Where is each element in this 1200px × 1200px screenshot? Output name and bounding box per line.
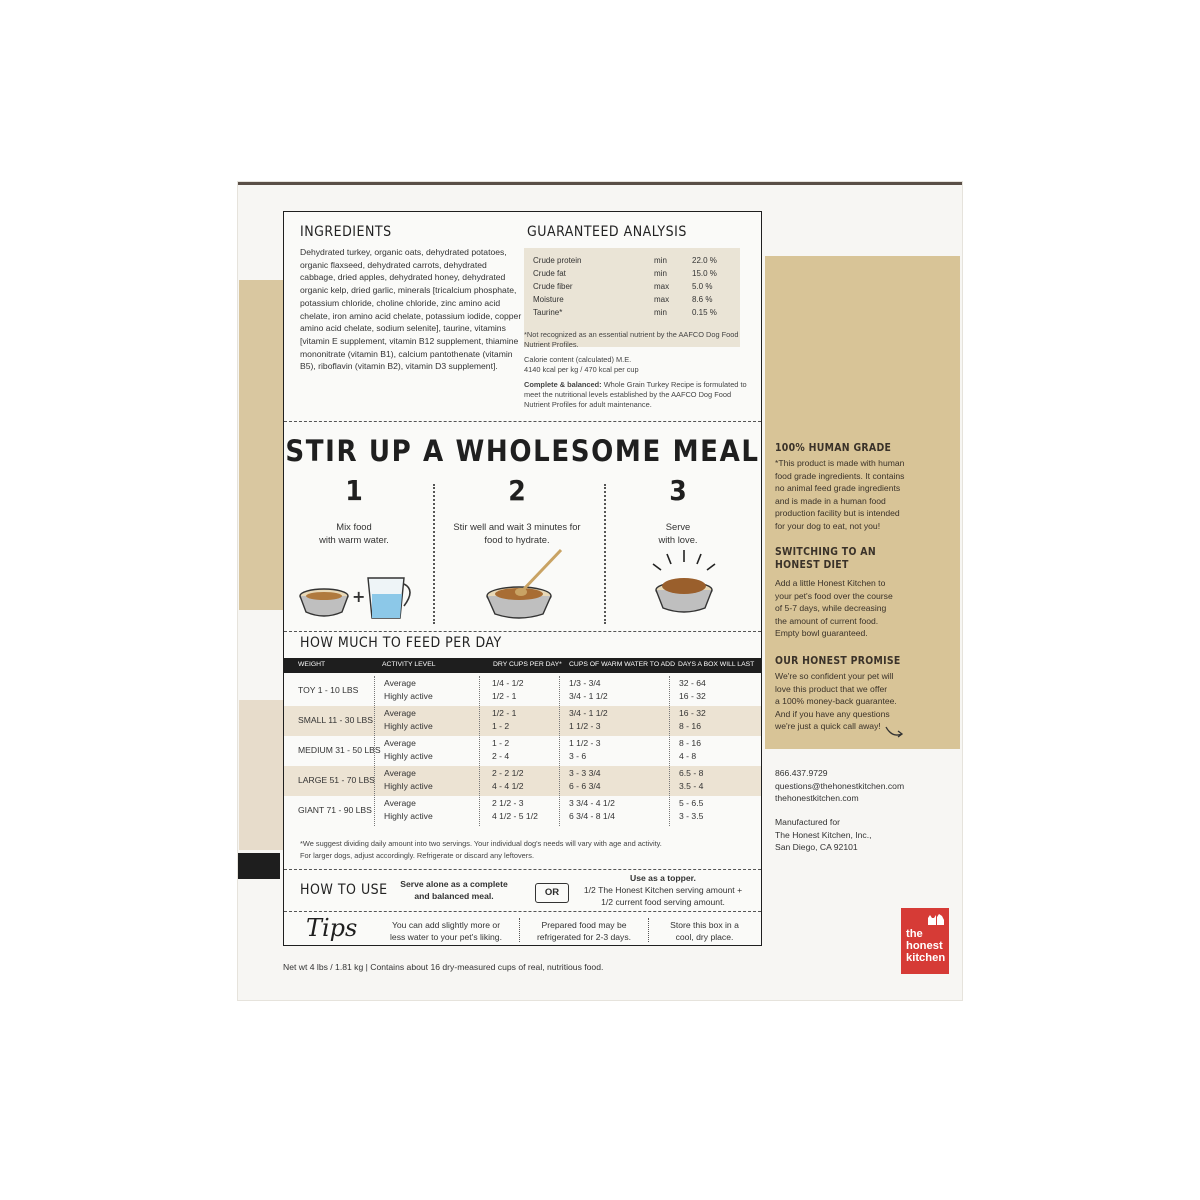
table-row: TOY 1 - 10 LBS Average Highly active 1/4 - 1/2 1/2 - 1 1/3 - 3/4 3/4 - 1 1/2 32 - 64 16 - 32: [298, 678, 706, 701]
table-row: LARGE 51 - 70 LBS Average Highly active 2 - 2 1/2 4 - 4 1/2 3 - 3 3/4 6 - 6 3/4 6.5 - 8 3.5 - 4: [284, 766, 761, 796]
ingredients-title: INGREDIENTS: [300, 224, 392, 240]
step-divider: [433, 484, 435, 624]
analysis-notes: [524, 330, 754, 411]
howto-option-topper: Use as a topper. 1/2 The Honest Kitchen serving amount + 1/2 current food serving amount.: [583, 873, 743, 907]
switching-title: SWITCHING TO AN HONEST DIET: [775, 546, 876, 571]
column-divider: [479, 676, 480, 826]
divider: [284, 421, 761, 422]
website: thehonestkitchen.com: [775, 793, 859, 804]
header-days: DAYS A BOX WILL LAST: [678, 661, 755, 668]
step-number: 3: [669, 474, 687, 507]
serving-bowl-illustration: [639, 542, 739, 622]
cat-dog-icon: [926, 912, 946, 926]
feeding-table-header: [284, 658, 761, 673]
step-text: Serve with love.: [658, 521, 698, 545]
step-text: Stir well and wait 3 minutes for food to hydrate.: [453, 521, 581, 545]
stirring-bowl-illustration: [479, 542, 579, 622]
analysis-qual: min: [654, 308, 667, 317]
sparkle-icon: [653, 550, 715, 570]
measuring-cup-icon: [368, 578, 410, 618]
promise-text: We're so confident your pet will love this product that we offer a 100% money-back guarantee. And if you have any questions we're just a quick call away!: [775, 671, 897, 732]
divider: [284, 869, 761, 870]
bowl-icon: [656, 578, 712, 612]
table-row: SMALL 11 - 30 LBS Average Highly active 1/2 - 1 1 - 2 3/4 - 1 1/2 1 1/2 - 3 16 - 32 8 - 16: [284, 706, 761, 736]
phone-number: 866.437.9729: [775, 768, 828, 778]
info-panel: [283, 211, 762, 946]
human-grade-title: 100% HUMAN GRADE: [775, 442, 892, 454]
calorie-label: Calorie content (calculated) M.E.: [524, 354, 632, 364]
column-divider: [559, 676, 560, 826]
analysis-value: 8.6 %: [692, 295, 713, 304]
analysis-value: 15.0 %: [692, 269, 717, 278]
tip-item: Store this box in a cool, dry place.: [670, 920, 739, 942]
header-weight: WEIGHT: [298, 661, 326, 668]
column-divider: [669, 676, 670, 826]
meal-title: STIR UP A WHOLESOME MEAL: [285, 434, 760, 468]
human-grade-text: *This product is made with human food grade ingredients. It contains no animal feed grade ingredients and is made in a human food production facility but is intended for your dog to eat, not you!: [775, 458, 905, 531]
calorie-value: 4140 kcal per kg / 470 kcal per cup: [524, 365, 639, 375]
tip-divider: [519, 918, 520, 942]
analysis-name: Crude fiber: [533, 282, 573, 291]
analysis-value: 5.0 %: [692, 282, 713, 291]
header-water: CUPS OF WARM WATER TO ADD: [569, 661, 675, 668]
left-light-band: [239, 700, 283, 850]
divider: [284, 911, 761, 912]
bowl-icon: [300, 589, 348, 616]
howto-option-complete-meal: Serve alone as a complete and balanced meal.: [400, 879, 508, 901]
tip-divider: [648, 918, 649, 942]
step-number: 2: [508, 474, 526, 507]
net-weight: Net wt 4 lbs / 1.81 kg | Contains about 16 dry-measured cups of real, nutritious food.: [283, 962, 604, 972]
analysis-qual: max: [654, 295, 670, 304]
analysis-name: Crude protein: [533, 256, 582, 265]
analysis-title: GUARANTEED ANALYSIS: [527, 224, 687, 240]
plus-sign: +: [352, 587, 366, 606]
complete-text: Whole Grain Turkey Recipe is formulated to meet the nutritional levels established by the AAFCO Dog Food Nutrient Profiles for adult maintenance.: [524, 379, 747, 410]
complete-label: Complete & balanced:: [524, 379, 602, 389]
curved-arrow-icon: [884, 724, 906, 740]
analysis-qual: max: [654, 282, 670, 291]
analysis-value: 0.15 %: [692, 308, 717, 317]
promise-title: OUR HONEST PROMISE: [775, 655, 901, 667]
analysis-qual: min: [654, 256, 667, 265]
tip-item: Prepared food may be refrigerated for 2-3 days.: [536, 920, 632, 942]
manufacturer-info: Manufactured for The Honest Kitchen, Inc., San Diego, CA 92101: [775, 817, 872, 853]
left-tan-band: [239, 280, 283, 610]
header-dry-cups: DRY CUPS PER DAY*: [493, 661, 562, 668]
bowl-and-pitcher-illustration: [294, 562, 424, 622]
column-divider: [374, 676, 375, 826]
howto-title: HOW TO USE: [300, 882, 388, 898]
aafco-note: *Not recognized as an essential nutrient by the AAFCO Dog Food Nutrient Profiles.: [524, 330, 739, 350]
table-row: MEDIUM 31 - 50 LBS Average Highly active 1 - 2 2 - 4 1 1/2 - 3 3 - 6 8 - 16 4 - 8: [298, 738, 701, 761]
brand-logo: the honest kitchen: [901, 908, 949, 974]
step-divider: [604, 484, 606, 624]
email-address: questions@thehonestkitchen.com: [775, 780, 905, 791]
header-activity: ACTIVITY LEVEL: [382, 661, 436, 668]
tips-title: Tips: [306, 914, 358, 942]
step-number: 1: [345, 474, 363, 507]
analysis-name: Taurine*: [533, 308, 563, 317]
analysis-name: Crude fat: [533, 269, 566, 278]
analysis-name: Moisture: [533, 295, 564, 304]
switching-text: Add a little Honest Kitchen to your pet's food over the course of 5-7 days, while decreasing the amount of current food. Empty bowl guaranteed.: [775, 578, 893, 639]
feeding-note: *We suggest dividing daily amount into two servings. Your individual dog's needs will vary with age and activity. For larger dogs, adjust accordingly. Refrigerate or discard any leftovers.: [300, 839, 662, 860]
tip-item: You can add slightly more or less water to your pet's liking.: [390, 920, 502, 942]
analysis-qual: min: [654, 269, 667, 278]
step-text: Mix food with warm water.: [319, 521, 389, 545]
feeding-title: HOW MUCH TO FEED PER DAY: [300, 635, 502, 651]
or-badge: OR: [535, 883, 569, 903]
ingredients-text: Dehydrated turkey, organic oats, dehydrated potatoes, organic flaxseed, dehydrated carrots, dehydrated cabbage, dried apples, dehydrated honey, dehydrated organic kelp, dried garlic, minerals [tricalcium phosphate, potassium chloride, choline chloride, zinc amino acid chelate, iron amino acid chelate, potassium iodide, copper amino acid chelate, sodium selenite], taurine, vitamins [vitamin E supplement, vitamin B12 supplement, thiamine mononitrate (vitamin B1), calcium pantothenate (vitamin B5), riboflavin (vitamin B2), vitamin D3 supplement].: [300, 247, 522, 372]
table-row: GIANT 71 - 90 LBS Average Highly active 2 1/2 - 3 4 1/2 - 5 1/2 3 3/4 - 4 1/2 6 3/4 - 8 1/4 5 - 6.5 3 - 3.5: [298, 798, 704, 821]
left-black-strip: [238, 853, 280, 879]
contact-info: [775, 767, 904, 805]
analysis-value: 22.0 %: [692, 256, 717, 265]
divider: [284, 631, 761, 632]
